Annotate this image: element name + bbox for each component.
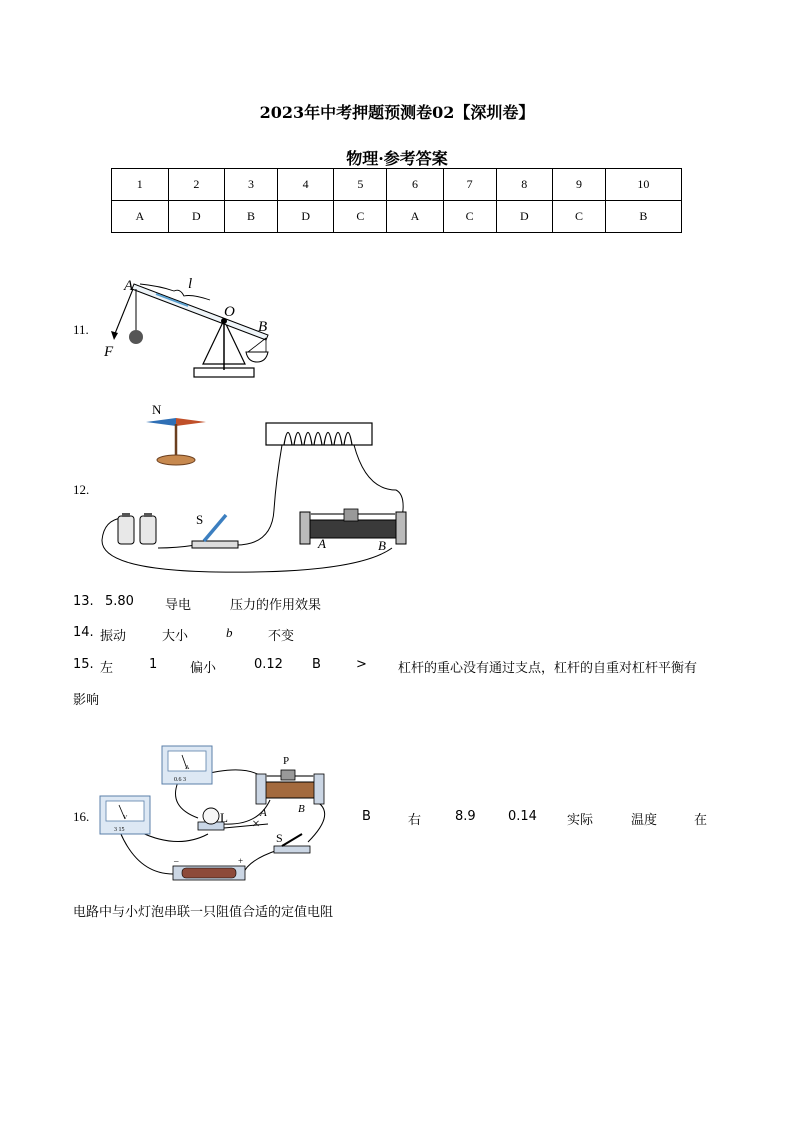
question-number-cell: 9 [553,169,606,201]
q15-answer-7-line1: 杠杆的重心没有通过支点，杠杆的自重对杠杆平衡有 [398,661,698,676]
question-number-cell: 2 [168,169,225,201]
q15-answer-5: B [312,657,321,672]
compass-needle-north [146,418,176,426]
rheostat-slider [281,770,295,780]
wire [158,545,196,548]
q15-answer-3: 偏小 [190,661,217,676]
q16-number: 16. [73,809,90,824]
label-A: A [318,536,326,551]
q16-answer-3: 8.9 [455,809,476,824]
q13-answer-2: 导电 [165,598,192,613]
answer-table [111,168,682,233]
wire [120,832,173,874]
answer-cell: B [605,201,681,233]
answer-cell: A [387,201,444,233]
question-number-cell: 3 [225,169,278,201]
q13-answer-1: 5.80 [105,594,134,609]
label-A: A [260,807,267,819]
q14-answer-1: 振动 [100,629,127,644]
q16-answer-6: 温度 [631,813,658,828]
label-S: S [276,831,283,845]
force-arrowhead [111,331,118,340]
question-number-cell: 10 [605,169,681,201]
question-number-cell: 5 [334,169,387,201]
question-number-cell: 7 [443,169,496,201]
q14-answer-3: b [226,625,233,640]
rheostat-slider [344,509,358,521]
ammeter-scale: 0.6 3 [174,777,186,783]
wire [224,824,268,828]
switch-lever [282,834,302,846]
q14-answer-2: 大小 [162,629,189,644]
q12-number: 12. [73,482,90,497]
wire [354,445,403,518]
q16-answer-5: 实际 [567,813,594,828]
answer-table-answer-row [112,201,682,233]
battery [118,516,134,544]
answer-cell: B [225,201,278,233]
light-bulb [203,808,219,824]
wire [243,850,278,874]
switch-base [192,541,238,548]
answer-cell: D [168,201,225,233]
compass-base [157,455,195,465]
question-number-cell: 8 [496,169,553,201]
lever-rod [132,284,268,340]
rheostat-coil [264,782,316,798]
rheostat-end [314,774,324,804]
wrong-wire-mark: × [252,817,260,832]
force-arrow-line [114,289,133,336]
label-B: B [258,319,268,335]
answer-cell: C [443,201,496,233]
pan-string [248,338,266,352]
question-number-cell: 1 [112,169,169,201]
hanging-ball [129,330,143,344]
answer-cell: D [277,201,334,233]
battery-terminal [144,513,152,517]
label-B: B [378,538,386,553]
question-number-cell: 4 [277,169,334,201]
page-title: 2023年中考押题预测卷02【深圳卷】 [259,103,535,122]
label-B: B [298,803,305,815]
page-subtitle: 物理·参考答案 [346,149,448,168]
wire [308,800,325,842]
battery [140,516,156,544]
q15-answer-1: 左 [100,661,114,676]
answer-cell: C [553,201,606,233]
compass-needle-south [176,418,206,426]
label-F: F [104,344,114,360]
answer-cell: C [334,201,387,233]
q15-answer-2: 1 [149,657,158,672]
q16-answer-2: 右 [408,813,422,828]
circuit-measurement-diagram [98,742,334,888]
q16-answer-7: 在 [694,813,708,828]
label-A: A [124,278,134,294]
battery-minus: – [174,856,179,866]
label-L: L [220,810,228,825]
battery-cell [182,868,236,878]
q16-answer-7-continuation: 电路中与小灯泡串联一只阻值合适的定值电阻 [73,905,334,920]
q14-answer-4: 不变 [268,629,295,644]
ammeter-symbol: A [185,765,190,771]
q15-answer-4: 0.12 [254,657,283,672]
q16-answer-1: B [362,809,371,824]
voltmeter-scale: 3 15 [114,827,125,833]
q16-answer-4: 0.14 [508,809,537,824]
wire [236,445,282,545]
q15-answer-7-line2: 影响 [73,693,100,708]
q11-number: 11. [73,322,89,337]
question-number-cell: 6 [387,169,444,201]
q13-answer-3: 压力的作用效果 [230,598,322,613]
label-O: O [224,304,235,320]
q15-answer-6: > [356,657,367,672]
answer-cell: D [496,201,553,233]
label-P: P [283,755,290,767]
label-l: l [188,276,193,292]
label-N: N [152,402,162,417]
rheostat-end [300,512,310,544]
label-S: S [196,512,204,527]
answer-cell: A [112,201,169,233]
lever-diagram [100,270,290,385]
q13-number: 13. [73,594,94,609]
circuit-electromagnet-diagram [96,400,416,580]
switch-lever [204,515,226,541]
battery-terminal [122,513,130,517]
scale-pan [246,352,268,362]
voltmeter-symbol: V [123,815,128,821]
rheostat-end [256,774,266,804]
rheostat-end [396,512,406,544]
q14-number: 14. [73,625,94,640]
battery-plus: + [238,856,244,866]
q15-number: 15. [73,657,94,672]
switch-base [274,846,310,853]
answer-table-header-row [112,169,682,201]
wire [176,782,199,818]
